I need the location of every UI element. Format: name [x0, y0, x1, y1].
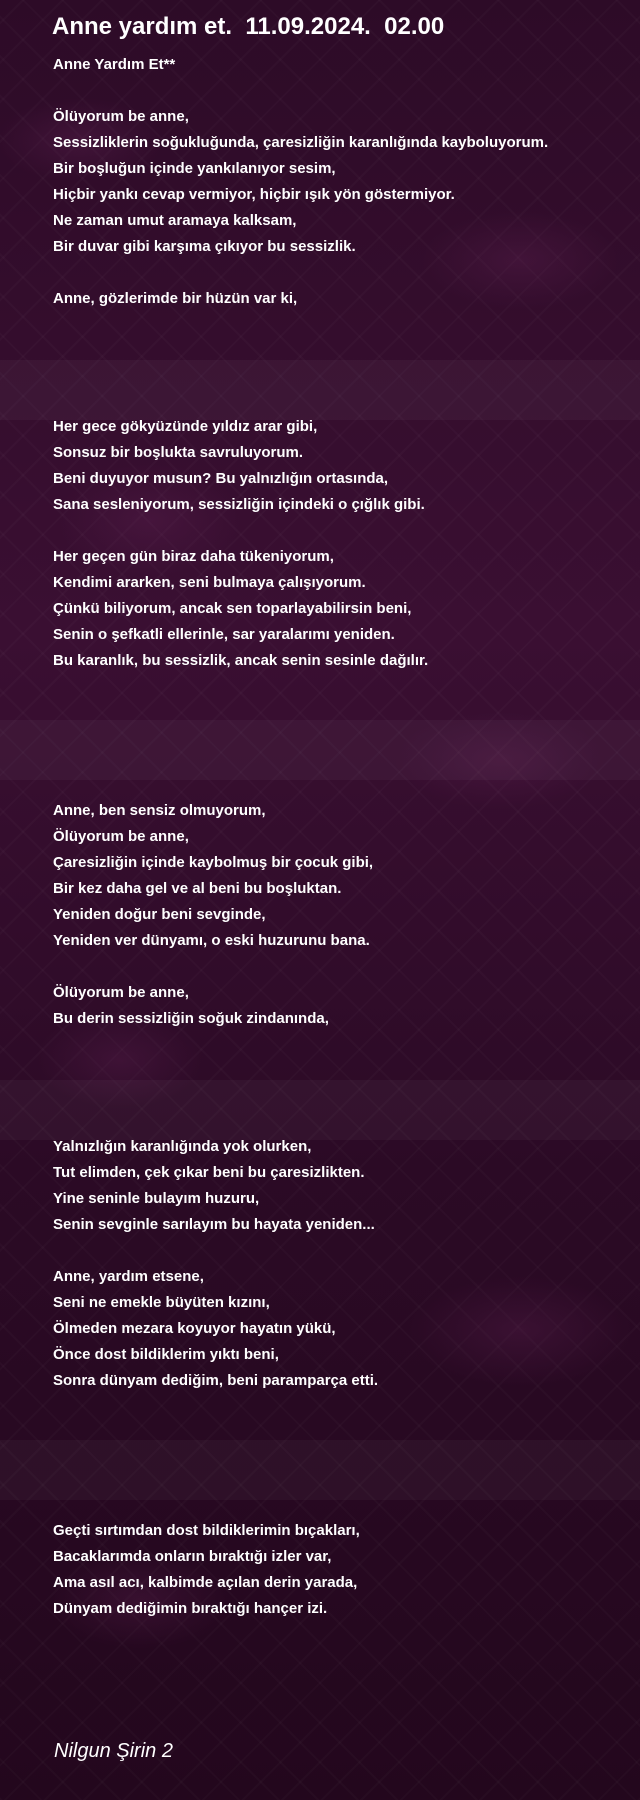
- poem-line: Her gece gökyüzünde yıldız arar gibi,: [53, 418, 318, 435]
- poem-line: Yine seninle bulayım huzuru,: [53, 1190, 260, 1207]
- background-band: [0, 1440, 640, 1500]
- poem-line: Bir kez daha gel ve al beni bu boşluktan.: [53, 880, 342, 897]
- poem-line: Sonsuz bir boşlukta savruluyorum.: [53, 444, 304, 461]
- background-band: [0, 720, 640, 780]
- poem-line: Anne, gözlerimde bir hüzün var ki,: [53, 290, 298, 307]
- poem-line: Her geçen gün biraz daha tükeniyorum,: [53, 548, 334, 565]
- poem-line: Geçti sırtımdan dost bildiklerimin bıçakları,: [53, 1522, 360, 1539]
- poem-line: Sessizliklerin soğukluğunda, çaresizliğin karanlığında kayboluyorum.: [53, 134, 549, 151]
- poem-line: Yalnızlığın karanlığında yok olurken,: [53, 1138, 312, 1155]
- poem-line: Çünkü biliyorum, ancak sen toparlayabilirsin beni,: [53, 600, 412, 617]
- poem-line: Yeniden doğur beni sevginde,: [53, 906, 266, 923]
- poem-line: Sana sesleniyorum, sessizliğin içindeki o çığlık gibi.: [53, 496, 425, 513]
- poem-line: Beni duyuyor musun? Bu yalnızlığın ortasında,: [53, 470, 389, 487]
- poem-line: Dünyam dediğimin bıraktığı hançer izi.: [53, 1600, 328, 1617]
- poem-line: Ölüyorum be anne,: [53, 984, 189, 1001]
- poem-line: Bir duvar gibi karşıma çıkıyor bu sessizlik.: [53, 238, 356, 255]
- page-title: Anne yardım et. 11.09.2024. 02.00: [52, 13, 445, 40]
- poem-line: Tut elimden, çek çıkar beni bu çaresizlikten.: [53, 1164, 365, 1181]
- poem-line: Ne zaman umut aramaya kalksam,: [53, 212, 297, 229]
- poem-line: Hiçbir yankı cevap vermiyor, hiçbir ışık yön göstermiyor.: [53, 186, 455, 203]
- background-band: [0, 1080, 640, 1140]
- poem-line: Bir boşluğun içinde yankılanıyor sesim,: [53, 160, 336, 177]
- poem-line: Bacaklarımda onların bıraktığı izler var,: [53, 1548, 332, 1565]
- author-signature: Nilgun Şirin 2: [54, 1740, 173, 1762]
- poem-line: Önce dost bildiklerim yıktı beni,: [53, 1346, 279, 1363]
- poem-line: Bu karanlık, bu sessizlik, ancak senin sesinle dağılır.: [53, 652, 429, 669]
- poem-line: Senin o şefkatli ellerinle, sar yaralarımı yeniden.: [53, 626, 395, 643]
- background-band: [0, 360, 640, 420]
- poem-line: Yeniden ver dünyamı, o eski huzurunu bana.: [53, 932, 370, 949]
- poem-line: Ama asıl acı, kalbimde açılan derin yarada,: [53, 1574, 358, 1591]
- poem-line: Kendimi ararken, seni bulmaya çalışıyorum.: [53, 574, 366, 591]
- poem-line: Anne, yardım etsene,: [53, 1268, 204, 1285]
- poem-line: Ölmeden mezara koyuyor hayatın yükü,: [53, 1320, 336, 1337]
- poem-line: Senin sevginle sarılayım bu hayata yeniden...: [53, 1216, 375, 1233]
- poem-line: Seni ne emekle büyüten kızını,: [53, 1294, 270, 1311]
- poem-line: Çaresizliğin içinde kaybolmuş bir çocuk gibi,: [53, 854, 374, 871]
- poem-line: Ölüyorum be anne,: [53, 108, 189, 125]
- poem-line: Ölüyorum be anne,: [53, 828, 189, 845]
- poem-line: Bu derin sessizliğin soğuk zindanında,: [53, 1010, 329, 1027]
- poem-subtitle: Anne Yardım Et**: [53, 56, 176, 73]
- poem-line: Anne, ben sensiz olmuyorum,: [53, 802, 266, 819]
- poem-line: Sonra dünyam dediğim, beni paramparça etti.: [53, 1372, 379, 1389]
